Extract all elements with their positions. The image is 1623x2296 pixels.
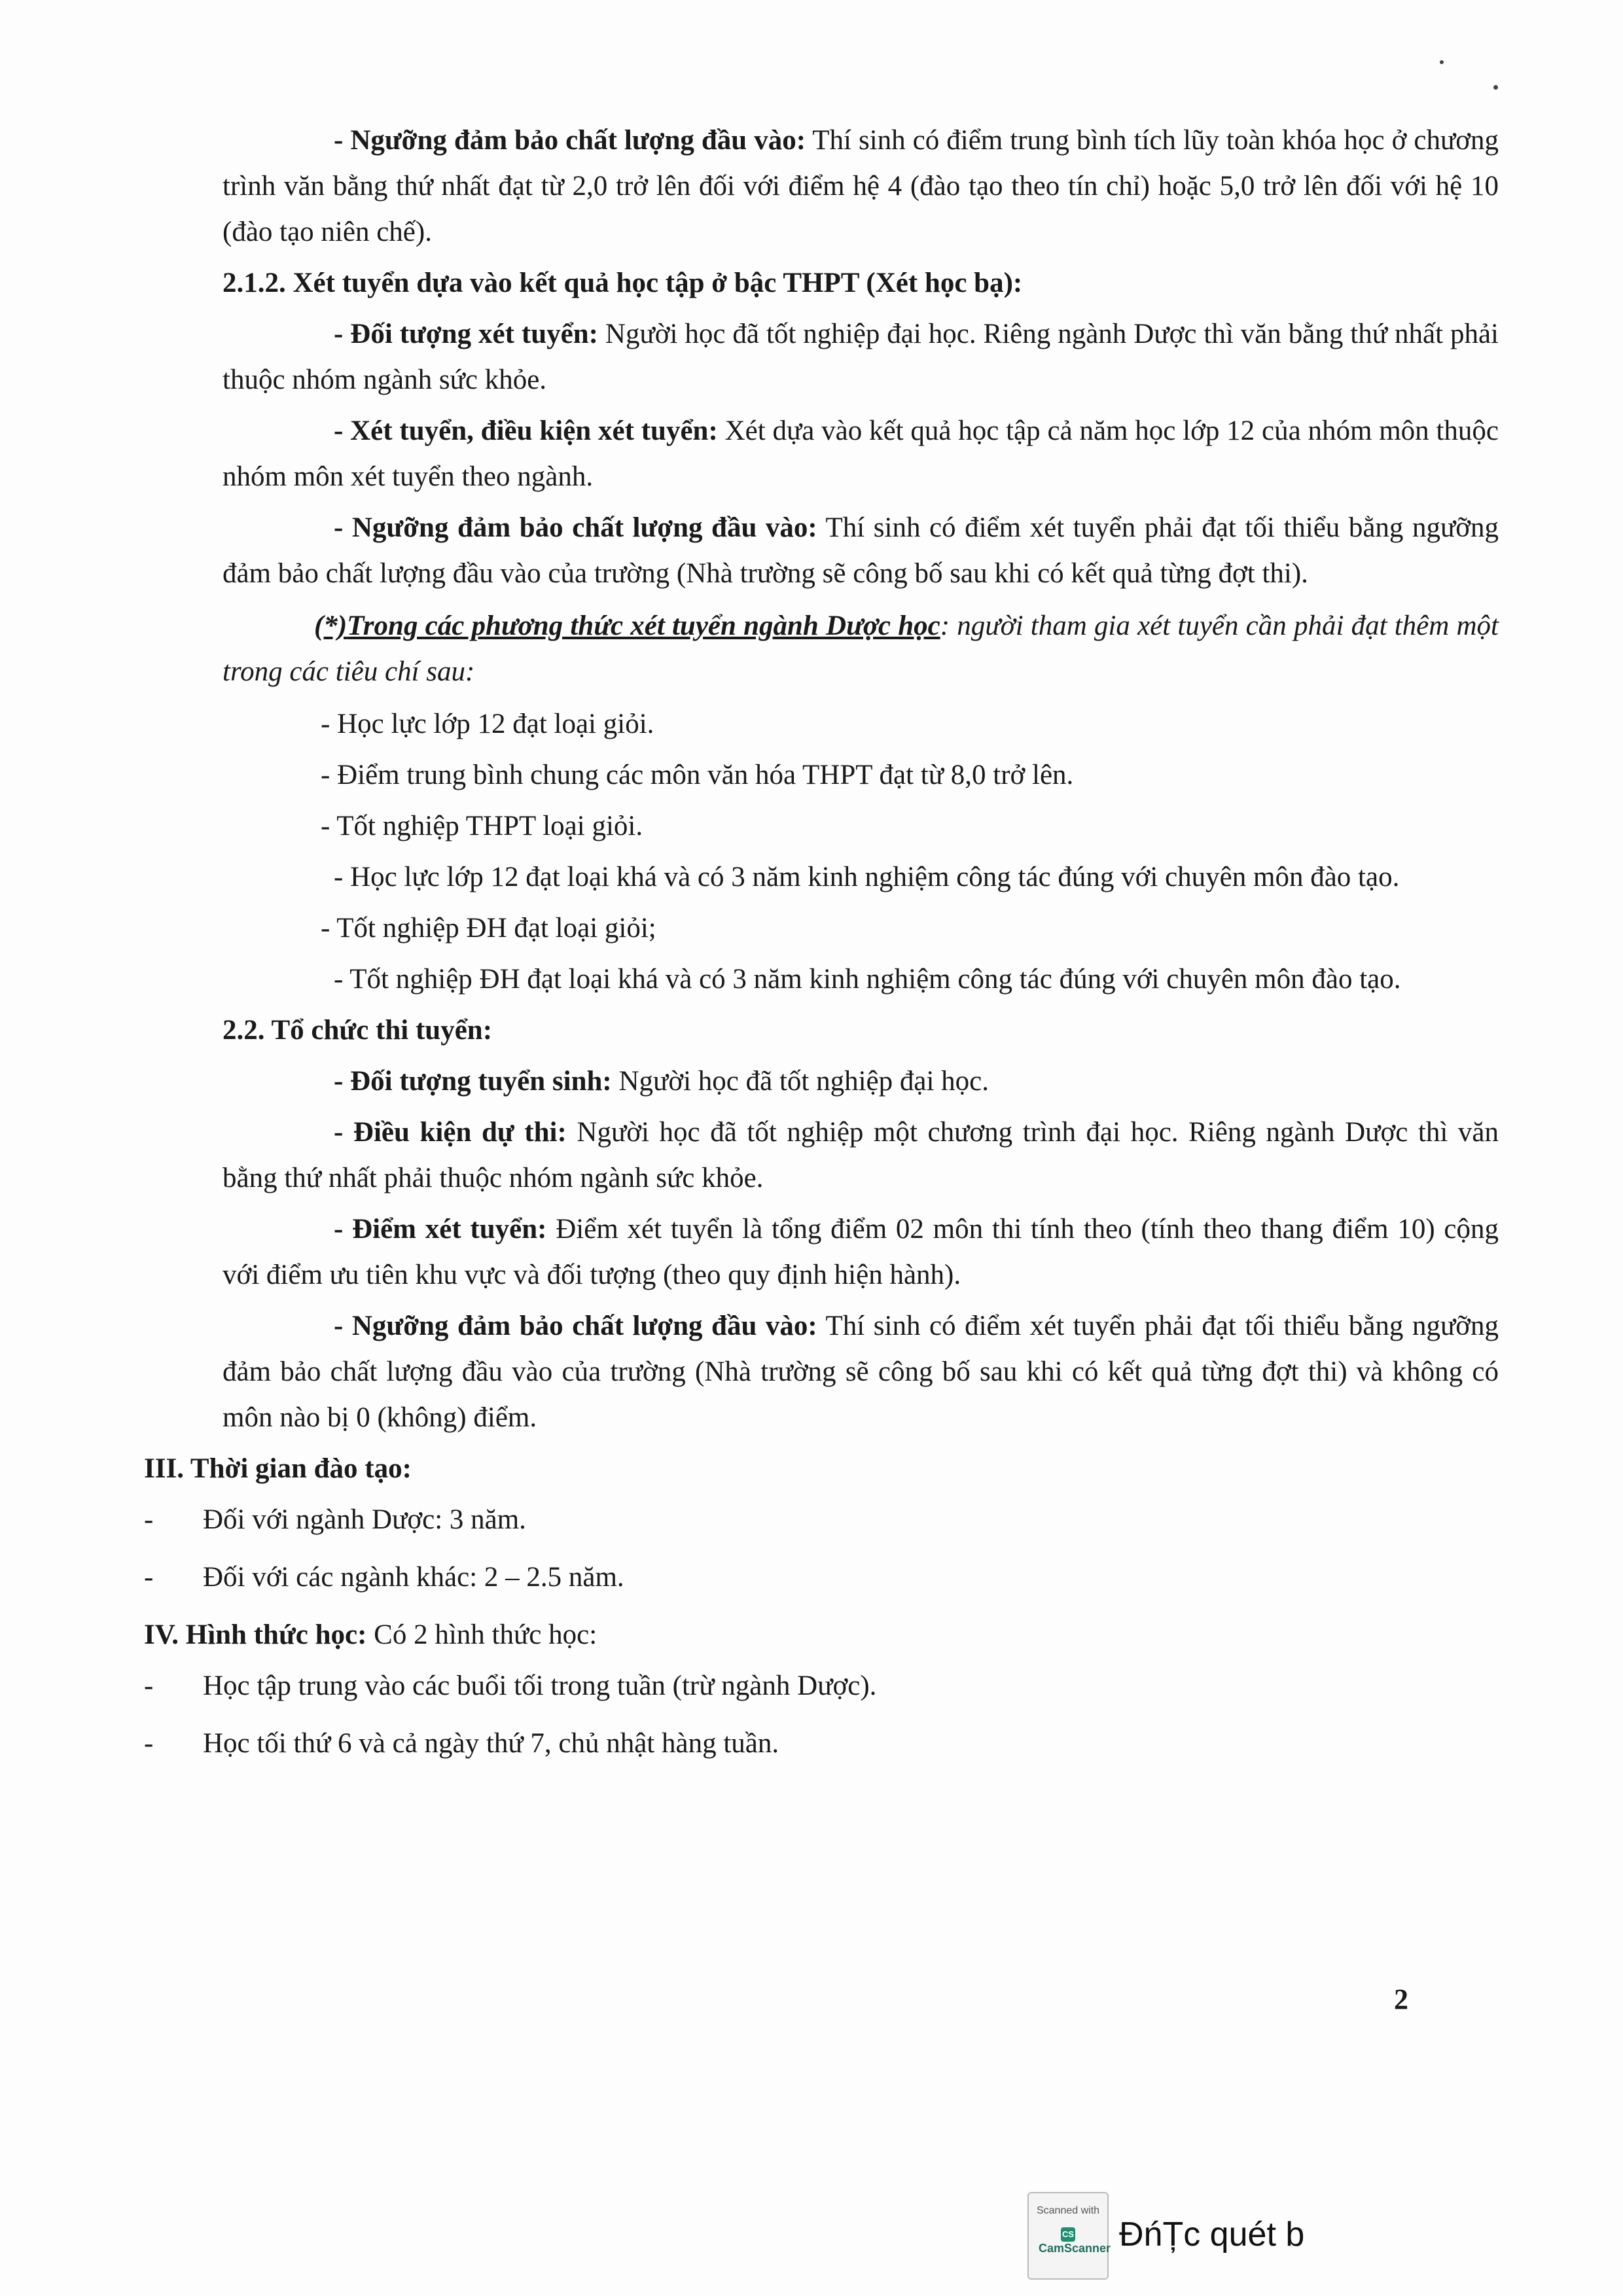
study-format-item: [144, 1663, 1499, 1709]
s22-item-text: Thí sinh có điểm xét tuyển phải đạt tối thiểu bằng ngưỡng đảm bảo chất lượng đầu vào của trường (Nhà trường sẽ công bố sau khi có kết quả từng đợt thi) và không có môn nào bị 0 (không) điểm.: [223, 1311, 1499, 1433]
s22-item-text: Người học đã tốt nghiệp đại học.: [611, 1066, 989, 1097]
s212-item-text: Xét dựa vào kết quả học tập cả năm học lớp 12 của nhóm môn thuộc nhóm môn xét tuyển theo ngành.: [223, 415, 1499, 492]
s212-item-text: Người học đã tốt nghiệp đại học. Riêng ngành Dược thì văn bằng thứ nhất phải thuộc nhóm ngành sức khỏe.: [223, 319, 1499, 395]
bullet-dash: -: [144, 1670, 154, 1701]
s212-item-label: - Xét tuyển, điều kiện xét tuyển:: [334, 415, 718, 446]
study-format-item: [144, 1721, 1499, 1767]
section-2-1-2-heading: 2.1.2. Xét tuyển dựa vào kết quả học tập ở bậc THPT (Xét học bạ):: [223, 268, 1023, 298]
bullet-dash: -: [144, 1562, 154, 1593]
section-4-heading-rest: Có 2 hình thức học:: [366, 1619, 597, 1650]
pharmacy-note: [223, 603, 1499, 695]
s212-item: [223, 408, 1499, 500]
section-4-heading-bold: IV. Hình thức học:: [144, 1619, 367, 1650]
s212-item: [223, 505, 1499, 597]
s22-item-label: - Điều kiện dự thi:: [334, 1117, 567, 1148]
badge-line1: Scanned with: [1036, 2205, 1100, 2216]
s212-item: [223, 311, 1499, 403]
training-duration-text: Đối với các ngành khác: 2 – 2.5 năm.: [203, 1562, 624, 1593]
criteria-item: - Điểm trung bình chung các môn văn hóa THPT đạt từ 8,0 trở lên.: [321, 760, 1074, 790]
s212-item-text: Thí sinh có điểm xét tuyển phải đạt tối thiểu bằng ngưỡng đảm bảo chất lượng đầu vào của trường (Nhà trường sẽ công bố sau khi có kết quả từng đợt thi).: [223, 512, 1499, 589]
s22-item: [223, 1110, 1499, 1201]
criteria-item: - Tốt nghiệp ĐH đạt loại giỏi;: [321, 913, 656, 944]
page-number: 2: [1394, 1983, 1408, 2015]
note-prefix: (*): [314, 610, 348, 641]
s22-item-label: - Ngưỡng đảm bảo chất lượng đầu vào:: [334, 1311, 817, 1341]
bullet-dash: -: [144, 1504, 154, 1535]
s22-item: [223, 1303, 1499, 1441]
camscanner-logo: [1039, 2227, 1111, 2255]
training-duration-item: [144, 1497, 1499, 1543]
bullet-dash: -: [144, 1728, 154, 1759]
note-underlined: Trong các phương thức xét tuyển ngành Dược học: [347, 610, 940, 641]
document-body: [144, 118, 1499, 1778]
scan-speck: [1440, 60, 1444, 64]
note-text: : người tham gia xét tuyển cần phải đạt thêm một trong các tiêu chí sau:: [223, 610, 1499, 687]
s22-item-label: - Điểm xét tuyển:: [334, 1214, 547, 1245]
study-format-text: Học tập trung vào các buổi tối trong tuần (trừ ngành Dược).: [203, 1670, 877, 1701]
criteria-item: - Học lực lớp 12 đạt loại khá và có 3 năm kinh nghiệm công tác đúng với chuyên môn đào tạo.: [334, 862, 1400, 892]
s22-item-text: Người học đã tốt nghiệp một chương trình đại học. Riêng ngành Dược thì văn bằng thứ nhất phải thuộc nhóm ngành sức khỏe.: [223, 1117, 1499, 1193]
training-duration-item: [144, 1555, 1499, 1600]
camscanner-icon: CS: [1061, 2227, 1075, 2242]
s22-item: [223, 1059, 1499, 1104]
criteria-item: - Học lực lớp 12 đạt loại giỏi.: [321, 709, 654, 739]
s212-item-label: - Ngưỡng đảm bảo chất lượng đầu vào:: [334, 512, 817, 543]
s22-item-label: - Đối tượng tuyển sinh:: [334, 1066, 612, 1097]
section-2-2-heading: 2.2. Tổ chức thi tuyển:: [223, 1015, 493, 1046]
entry-threshold-text: Thí sinh có điểm trung bình tích lũy toàn khóa học ở chương trình văn bằng thứ nhất đạt từ 2,0 trở lên đối với điểm hệ 4 (đào tạo theo tín chỉ) hoặc 5,0 trở lên đối với hệ 10 (đào tạo niên chế).: [223, 125, 1499, 247]
scan-speck: [1493, 85, 1498, 90]
scanner-caption: ĐńȚc quét b: [1119, 2216, 1305, 2253]
entry-threshold-label: - Ngưỡng đảm bảo chất lượng đầu vào:: [334, 125, 806, 156]
entry-threshold-paragraph: [223, 118, 1499, 255]
section-4-heading: [144, 1612, 1499, 1658]
section-3-heading: III. Thời gian đào tạo:: [144, 1453, 412, 1484]
camscanner-badge: [1027, 2192, 1109, 2280]
criteria-item: - Tốt nghiệp ĐH đạt loại khá và có 3 năm kinh nghiệm công tác đúng với chuyên môn đào tạo.: [334, 964, 1401, 995]
s22-item-text: Điểm xét tuyển là tổng điểm 02 môn thi tính theo (tính theo thang điểm 10) cộng với điểm ưu tiên khu vực và đối tượng (theo quy định hiện hành).: [223, 1214, 1499, 1290]
s212-item-label: - Đối tượng xét tuyển:: [334, 319, 598, 349]
study-format-text: Học tối thứ 6 và cả ngày thứ 7, chủ nhật hàng tuần.: [203, 1728, 779, 1759]
s22-item: [223, 1207, 1499, 1298]
training-duration-text: Đối với ngành Dược: 3 năm.: [203, 1504, 526, 1535]
badge-logo-text: CamScanner: [1039, 2242, 1111, 2255]
criteria-item: - Tốt nghiệp THPT loại giỏi.: [321, 811, 643, 841]
